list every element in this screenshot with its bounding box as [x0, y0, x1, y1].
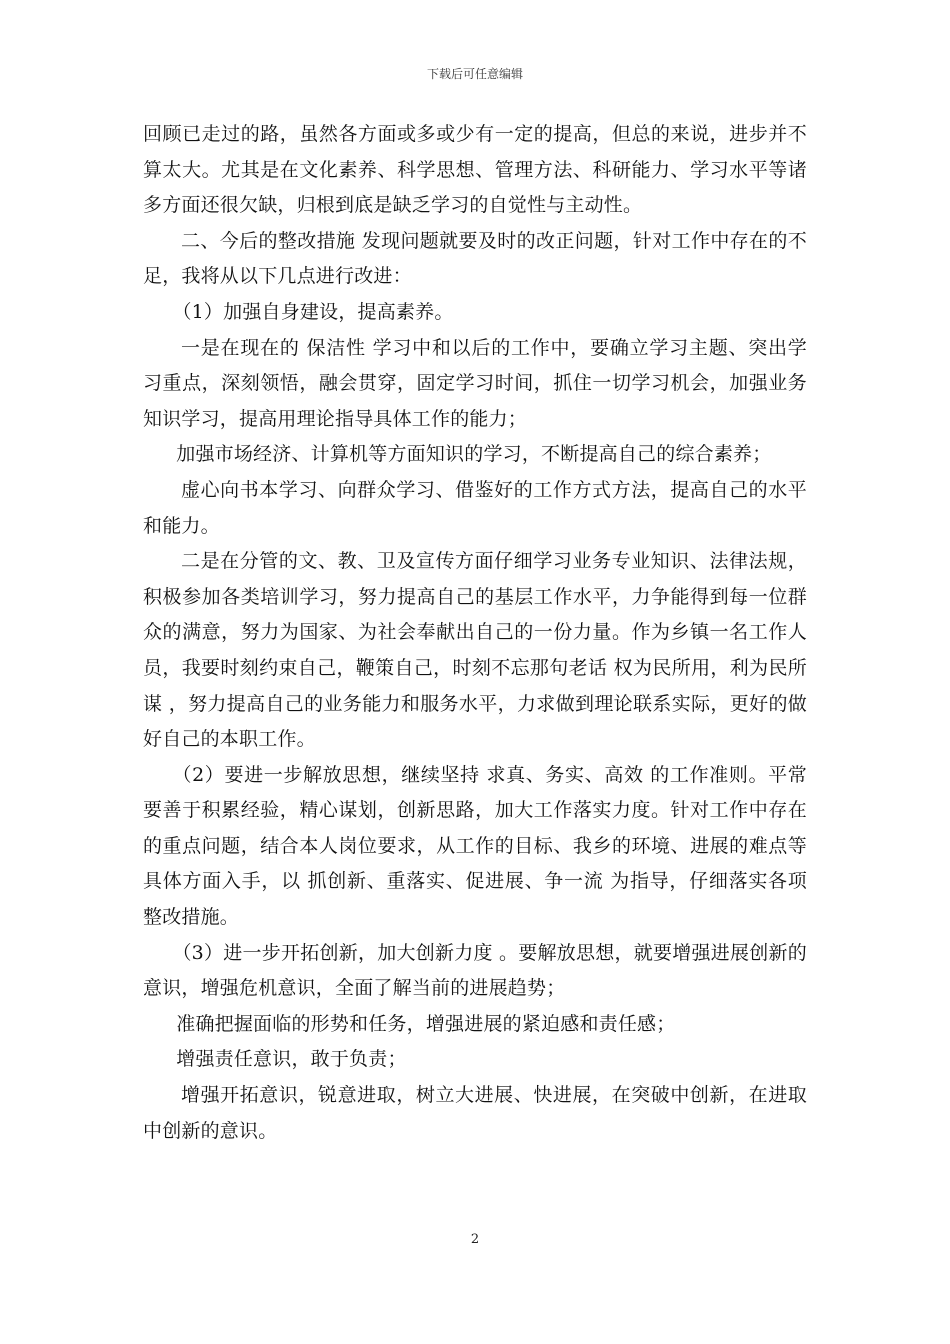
paragraph: 增强责任意识，敢于负责； [176, 1048, 407, 1071]
paragraph: 准确把握面临的形势和任务，增强进展的紧迫感和责任感； [176, 1012, 676, 1035]
document-body [143, 117, 807, 1149]
paragraph: 虚心向书本学习、向群众学习、借鉴好的工作方式方法，提高自己的水平和能力。 [143, 478, 807, 537]
paragraph: 一是在现在的 保洁性 学习中和以后的工作中，要确立学习主题、突出学习重点，深刻领悟，融会贯穿，固定学习时间，抓住一切学习机会，加强业务知识学习，提高用理论指导具体工作的能力； [143, 336, 807, 430]
paragraph: （1）加强自身建设，提高素养。 [172, 300, 454, 323]
paragraph: （2）要进一步解放思想，继续坚持 求真、务实、高效 的工作准则。平常要善于积累经验，精心谋划，创新思路，加大工作落实力度。针对工作中存在的重点问题，结合本人岗位要求，从工作的目标、我乡的环境、进展的难点等具体方面入手，以 抓创新、重落实、促进展、争一流 为指导，仔细落实各项整改措施。 [143, 763, 807, 929]
paragraph: 二、今后的整改措施 发现问题就要及时的改正问题，针对工作中存在的不足，我将从以下几点进行改进： [143, 229, 807, 288]
paragraph: 增强开拓意识，锐意进取，树立大进展、快进展，在突破中创新，在进取中创新的意识。 [143, 1084, 807, 1142]
paragraph: 二是在分管的文、教、卫及宣传方面仔细学习业务专业知识、法律法规，积极参加各类培训学习，努力提高自己的基层工作水平，力争能得到每一位群众的满意，努力为国家、为社会奉献出自己的一份力量。作为乡镇一名工作人员，我要时刻约束自己，鞭策自己，时刻不忘那句老话 权为民所用，利为民所谋 ，努力提高自己的业务能力和服务水平，力求做到理论联系实际，更好的做好自己的本职工作。 [143, 550, 807, 751]
page-number: 2 [470, 1232, 480, 1247]
paragraph: 回顾已走过的路，虽然各方面或多或少有一定的提高，但总的来说，进步并不算太大。尤其是在文化素养、科学思想、管理方法、科研能力、学习水平等诸多方面还很欠缺，归根到底是缺乏学习的自觉性与主动性。 [143, 123, 807, 217]
paragraph: （3）进一步开拓创新，加大创新力度 。要解放思想，就要增强进展创新的意识，增强危机意识，全面了解当前的进展趋势； [143, 941, 807, 1000]
page-header: 下载后可任意编辑 [426, 67, 523, 81]
paragraph: 加强市场经济、计算机等方面知识的学习，不断提高自己的综合素养； [176, 443, 772, 466]
